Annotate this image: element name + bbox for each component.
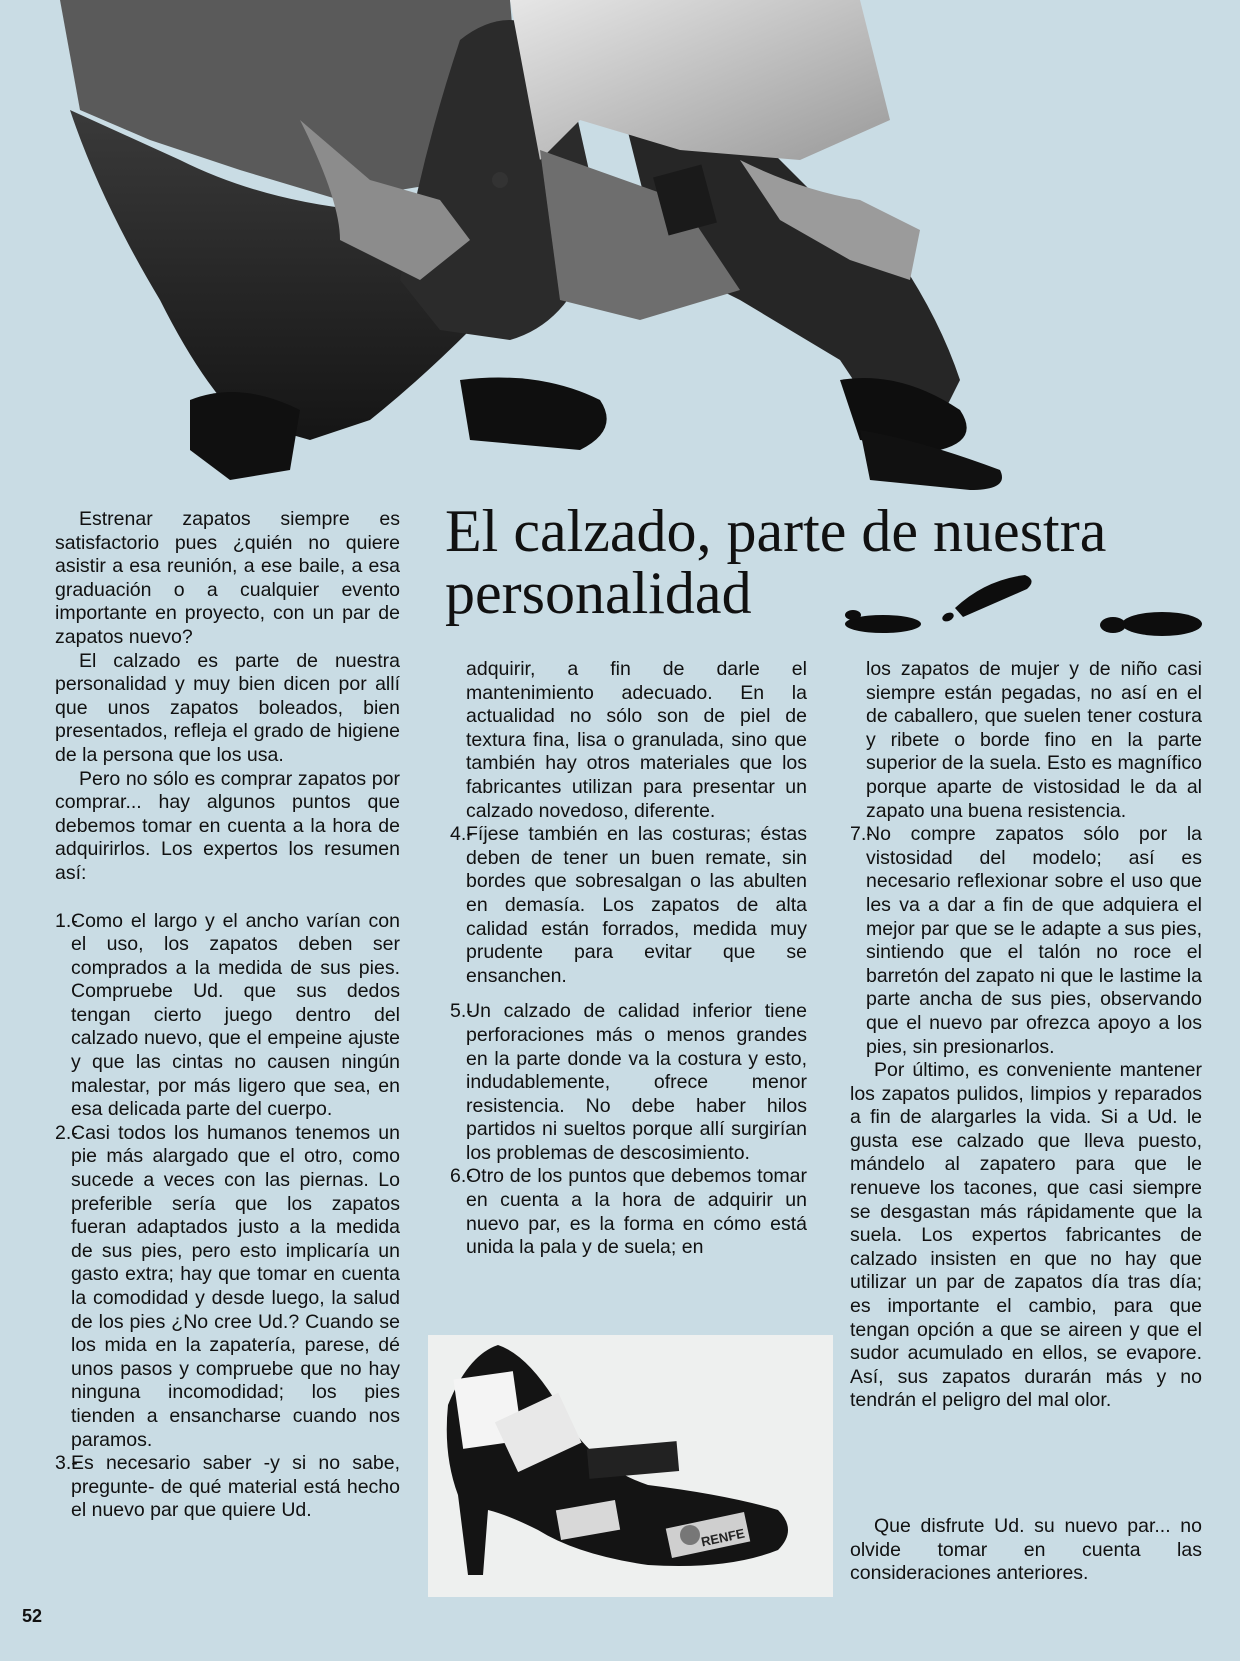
column-3 xyxy=(850,658,1202,1413)
list-number: 3.- xyxy=(55,1452,78,1475)
list-number: 6.- xyxy=(450,1165,473,1188)
closing-text: Que disfrute Ud. su nuevo par... no olvide tomar en cuenta las consideraciones anteriores. xyxy=(850,1515,1202,1585)
list-number: 1.- xyxy=(55,909,78,932)
intro-paragraph: Estrenar zapatos siempre es satisfactorio pues ¿quién no quiere asistir a esa reunión, a ese baile, a esa graduación o a cualquier evento importante en proyecto, con un par de zapatos nuevo? xyxy=(55,508,400,648)
list-text: No compre zapatos sólo por la vistosidad del modelo; así es necesario reflexionar sobre el uso que les va a dar a fin de que adquiera el mejor par que se le adapte a sus pies, sintiendo que el talón no roce el barretón del zapato ni que le lastime la parte ancha de sus pies, observando que el nuevo par ofrezca apoyo a los pies, sin presionarlos. xyxy=(866,823,1202,1058)
list-text: Es necesario saber -y si no sabe, pregunte- de qué material está hecho el nuevo par que quiere Ud. xyxy=(71,1452,400,1522)
list-number: 7.- xyxy=(850,823,873,846)
list-item-7 xyxy=(850,823,1202,1059)
shoe-photo xyxy=(428,1335,833,1597)
list-item-1 xyxy=(55,910,400,1122)
list-text: Casi todos los humanos tenemos un pie más alargado que el otro, como sucede a veces con las piernas. Lo preferible sería que los zapatos fueran adaptados justo a la medida de sus pies, pero esto implicaría un gasto extra; hay que tomar en cuenta la comodidad y desde luego, la salud de los pies ¿No cree Ud.? Cuando se los mida en la zapatería, parese, dé unos pasos y compruebe que no hay ninguna incomodidad; los pies tienden a ensancharse cuando nos paramos. xyxy=(71,1121,400,1451)
list-item-2 xyxy=(55,1122,400,1452)
list-item-5 xyxy=(450,1000,807,1165)
footprints-icon xyxy=(845,575,1205,645)
list-text: Un calzado de calidad inferior tiene perforaciones más o menos grandes en la parte donde va la costura y esto, indudablemente, ofrece menor resistencia. No debe haber hilos partidos ni sueltos porque allí surgirían los problemas de descosimiento. xyxy=(466,1000,807,1164)
page-number: 52 xyxy=(22,1606,43,1626)
shoe-label-brand: RENFE xyxy=(699,1525,746,1550)
list-item-4 xyxy=(450,823,807,988)
column-1 xyxy=(55,508,400,1523)
list-item-3-continued: adquirir, a fin de darle el mantenimiento adecuado. En la actualidad no sólo son de piel de textura fina, lisa o granulada, sino que también hay otros materiales que los fabricantes utilizan para presentar un calzado novedoso, diferente. xyxy=(466,658,807,822)
people-sitting-photo xyxy=(40,0,1040,510)
paragraph-personality: El calzado es parte de nuestra personalidad y muy bien dicen por allí que unos zapatos boleados, bien presentados, refleja el grado de higiene de la persona que los usa. xyxy=(55,649,400,766)
list-number: 5.- xyxy=(450,1000,473,1023)
list-text: Otro de los puntos que debemos tomar en cuenta a la hora de adquirir un nuevo par, es la forma en cómo está unida la pala y de suela; en xyxy=(466,1165,807,1259)
list-text: Fíjese también en las costuras; éstas deben de tener un buen remate, sin bordes que sobresalgan o las abulten en demasía. Los zapatos de alta calidad están forrados, medida muy prudente para evitar que se ensanchen. xyxy=(466,823,807,987)
column-2 xyxy=(450,658,807,1260)
list-number: 4.- xyxy=(450,823,473,846)
title-line-1: El calzado, parte de nuestra xyxy=(445,498,1107,564)
list-item-3 xyxy=(55,1452,400,1523)
paragraph-buying: Pero no sólo es comprar zapatos por comprar... hay algunos puntos que debemos tomar en cuenta a la hora de adquirirlos. Los expertos los resumen así: xyxy=(55,767,400,884)
list-item-6-continued: los zapatos de mujer y de niño casi siempre están pegadas, no así en el de caballero, que suelen tener costura y ribete o borde fino en la parte superior de la suela. Esto es magnífico porque aparte de vistosidad le da al zapato una buena resistencia. xyxy=(866,658,1203,822)
title-line-2: personalidad xyxy=(445,560,752,626)
list-text: Como el largo y el ancho varían con el uso, los zapatos deben ser comprados a la medida de sus pies. Compruebe Ud. que sus dedos tengan cierto juego dentro del calzado nuevo, que el empeine ajuste y que las cintas no causen ningún malestar, por más ligero que sea, en esa delicada parte del cuerpo. xyxy=(71,909,400,1121)
final-paragraph: Por último, es conveniente mantener los zapatos pulidos, limpios y reparados a fin de alargarles la vida. Si a Ud. le gusta ese calzado que lleva puesto, mándelo al zapatero para que le renueve los tacones, que casi siempre se desgastan más rápidamente que la suela. Los expertos fabricantes de calzado insisten en que no hay que utilizar un par de zapatos día tras día; es importante el cambio, para que tengan opción a que se aireen y que el sudor acumulado en ellos, se evapore. Así, sus zapatos durarán más y no tendrán el peligro del mal olor. xyxy=(850,1059,1202,1412)
closing-note xyxy=(850,1515,1202,1586)
list-number: 2.- xyxy=(55,1121,78,1144)
list-item-6 xyxy=(450,1165,807,1259)
